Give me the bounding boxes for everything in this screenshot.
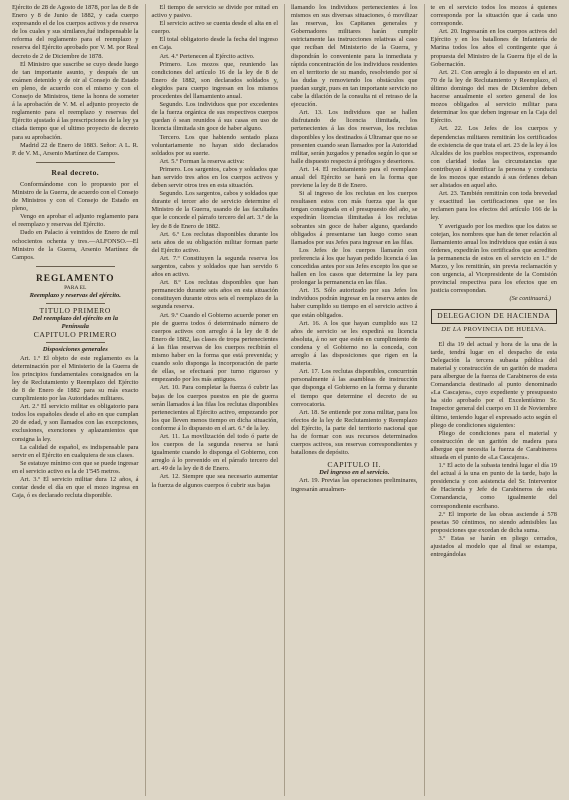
heading-delegacion-hacienda: DELEGACION DE HACIENDA	[431, 309, 558, 323]
article-paragraph: Art. 10. Para completar la fuerza ó cubrir las bajas de los cuerpos puestos en pie de guerra serán llamados á las filas los reclutas disponibles pertenecientes al Ejército activo, empezando por los que lleven menos tiempo en dicha situación, conforme á lo dispuesto en el art. 6.º de la ley.	[151, 384, 278, 432]
heading-provincia-de: DE LA	[441, 325, 462, 333]
article-paragraph: Art. 13. Los individuos que se hallen disfrutando de licencia ilimitada, los pertenecientes á las dos reservas, los reclutas disponibles y los destinados á Ultramar que no se presenten cuando sean llamados por la Autoridad militar, serán juzgados y penados según lo que se halle dispuesto respecto á prófugos y desertores.	[291, 109, 418, 165]
article-paragraph: Art. 12. Siempre que sea necesario aumentar la fuerza de algunos cuerpos ó cubrir sus bajas	[151, 473, 278, 489]
intro-signature: Madrid 22 de Enero de 1883. Señor: A L. R. P. de V. M., Arsenio Martínez de Campos.	[12, 141, 139, 157]
notice-paragraph: Pliego de condiciones para el material y construcción de un garitón de madera para albergue que necesita la fuerza de Carabineros situada en el punto de «La Cascajera».	[430, 429, 557, 461]
article-paragraph: Art. 2.º El servicio militar es obligatorio para todos los españoles desde el año en que cumplan 20 de edad, y son llamados con las excepciones, exclusiones, exenciones y aplazamientos que consigna la ley.	[12, 403, 139, 443]
article-paragraph: El servicio activo se cuenta desde el alta en el cuerpo.	[151, 20, 278, 36]
heading-reemplazo: Reemplazo y reservas del ejército.	[29, 292, 121, 299]
text-columns	[6, 4, 563, 796]
article-paragraph: Art. 18. Se entiende por zona militar, para los efectos de la ley de Reclutamiento y Reemplazo del Ejército, la parte del territorio nacional que ha de formar con sus recursos determinados cuerpos activos, sus reservas correspondientes y batallones de depósito.	[291, 408, 418, 457]
heading-para-el: PARA EL	[64, 284, 87, 291]
article-paragraph: Art. 20. Ingresarán en los cuerpos activos del Ejército y en los batallones de Infantería de Marina todos los años el contingente que á propuesta del Ministro de la Guerra fije el de la Gobernación.	[430, 28, 557, 68]
article-paragraph: Art. 7.º Constituyen la segunda reserva los sargentos, cabos y soldados que han servido 6 años en activo.	[151, 254, 278, 279]
column-4	[424, 4, 564, 796]
heading-titulo-primero: TITULO PRIMERO	[39, 306, 111, 316]
article-paragraph: Art. 11. La movilización del todo ó parte de los cuerpos de la segunda reserva se hará igualmente cuando lo disponga el Gobierno, con arreglo á lo prevenido en el párrafo tercero del art. 49 de la ley de 8 de Enero.	[151, 432, 278, 473]
article-paragraph: te en el servicio todos los mozos á quienes corresponda por la situación que á cada uno corresponde.	[430, 4, 557, 28]
article-paragraph: Art. 6.º Los reclutas disponibles durante los seis años de su obligación militar forman parte del Ejército activo.	[151, 230, 278, 254]
divider	[46, 342, 105, 343]
article-paragraph: El tiempo de servicio se divide por mitad en activo y pasivo.	[151, 4, 278, 20]
heading-capitulo-ii: CAPITULO II.	[327, 460, 382, 470]
heading-disposiciones: Disposiciones generales	[42, 346, 108, 354]
article-paragraph: Art. 1.º El objeto de este reglamento es la determinación por el Ministerio de la Guerra de los principios fundamentales consignados en la ley de Reclutamiento y Reemplazo del Ejército de 8 de Enero de 1882 para su más exacto cumplimiento por las Autoridades militares.	[12, 354, 139, 403]
article-paragraph: Art. 15. Sólo autorizado por sus Jefes los individuos podrán ingresar en la reserva antes de haber cumplido su tiempo en el servicio activo á que están obligados.	[291, 287, 418, 319]
article-paragraph: Art. 5.º Forman la reserva activa:	[159, 157, 245, 165]
condition-paragraph: 2.º El importe de las obras asciende á 578 pesetas 50 céntimos, no siendo admisibles las proposiciones que excedan de dicha suma.	[430, 510, 557, 534]
heading-del-ingreso: Del ingreso en el servicio.	[319, 469, 390, 477]
divider	[36, 162, 115, 163]
decree-paragraph: Dado en Palacio á veintidos de Enero de mil ochocientos ochenta y tres.—ALFONSO.—El Ministro de la Guerra, Arsenio Martínez de Campos.	[12, 229, 139, 261]
notice-paragraph: El dia 19 del actual y hora de la una de la tarde, tendrá lugar en el despacho de esta Delegación la tercera subasta pública del material y construcción de un garitón de madera para albergue de la fuerza de Carabineros de esta Comandancia destinado al punto denominado «La Cascajera», cuyo expediente y presupuesto ha sido aprobado por el Excelentísimo Sr. Inspector general del cuerpo en 11 de Noviembre último, teniendo lugar el expresado acto según el pliego de condiciones siguientes:	[430, 340, 557, 429]
heading-titulo-sub: Del reemplazo del ejército en la	[32, 315, 119, 323]
column-3	[284, 4, 424, 796]
column-1	[6, 4, 145, 796]
article-paragraph: Si al ingreso de los reclutas en los cuerpos resultasen estos con más fuerza que la que tengan consignada en el presupuesto del año, se expedirán licencias ilimitadas á los reclutas sobrantes sin goce de haber alguno, quedando obligados á presentarse tan luego como sean llamados por sus Jefes para ingresar en las filas.	[291, 190, 418, 246]
article-paragraph: Art. 22. Los Jefes de los cuerpos y dependencias militares remitirán los certificados de existencia de que trata el art. 23 de la ley á los Alcaldes de los pueblos respectivos, expresando con claridad todas las circunstancias que contribuyan á identificar la persona y conducta de los mozos que estando á sus órdenes deban ser alistados en aquel año.	[430, 125, 557, 190]
article-paragraph: Segundo. Los individuos que por excedentes de la fuerza orgánica de sus respectivos cuerpos quedan ó sean reunidos á sus casas en uso de licencia ilimitada sin goce de haber alguno.	[151, 101, 278, 133]
divider	[36, 266, 115, 267]
heading-reglamento: REGLAMENTO	[35, 273, 115, 284]
article-paragraph: Los Jefes de los cuerpos llamarán con preferencia á los que hayan pedido licencia ó las concedidas antes por sus Jefes excepto los que se hallen en los casos que determine la ley para prolongar la permanencia en las filas.	[291, 246, 418, 287]
article-paragraph: llamando los individuos pertenecientes á los mismos en sus diversas situaciones, ó movilizar las reservas, los Capitanes generales y Gobernadores militares harán cumplir estrictamente las instrucciones relativas al caso que reciban del Ministerio de la Guerra, y dispondrán lo conveniente para la inmediata y rápida concentración de los individuos residentes en el territorio de su mando, resolviendo por sí las dudas y removiendo los obstáculos que puedan surgir, pues en tan importante servicio no cabe la dilación de la consulta ni el retraso de la ejecución.	[291, 4, 418, 109]
article-paragraph: Primero. Los sargentos, cabos y soldados que han servido tres años en los cuerpos activos y deben servir otros tres en esta situación.	[151, 165, 278, 190]
se-continuara-note: (Se continuará.)	[509, 295, 551, 303]
intro-paragraph: El Ministro que suscribe se cuyo desde luego de tan importante asunto, y después de un exámen detenido y de oir al Consejo de Estado en pleno, de acuerdo con el mismo y con el Consejo de Ministros, tiene la honra de someter á la aprobación de V. M. el adjunto proyecto de reglamento para el reemplazo y reservas del Ejército ajustado á las prescripciones de la ley ya citada tiempo que el ultimo proyecto de decreto para su aprobación.	[12, 60, 139, 141]
section-heading-real-decreto: Real decreto.	[51, 167, 100, 177]
article-paragraph: Art. 19. Previas las operaciones preliminares, ingresarán anualmen-	[291, 477, 418, 493]
intro-paragraph: Ejército de 28 de Agosto de 1878, por las de 8 de Enero y 8 de Junio de 1882, y cada cuerpo expresando el de los cuerpos activos y de reserva de los cuales y sus similares,fué indispensable la reforma del reglamento para el reemplazo y reserva del Ejército aprobado por V. M. por Real decreto de 2 de Diciembre de 1878.	[12, 4, 139, 60]
article-paragraph: Art. 4.º Pertenecen al Ejército activo.	[159, 52, 255, 60]
article-paragraph: Se estatuye mínimo con que se puede ingresar en el servicio activo es la de 1'545 metros.	[12, 459, 139, 475]
condition-paragraph: 3.º Estas se harán en pliego cerrados, ajustados al modelo que al final se estampa, entregándolas	[430, 534, 557, 559]
article-paragraph: Art. 9.º Cuando el Gobierno acuerde poner en pie de guerra todos ó determinado número de cuerpos activos con arreglo á la ley de 8 de Enero de 1882, las clases de tropa pertenecientes á las filas reservas de los cuerpos recibirán el mismo haber en la forma que está prevenida; y cuando solo disponga la incorporación de parte de ellas, se efectuará por turno riguroso y empezando por los más antiguos.	[151, 311, 278, 384]
heading-provincia-name: PROVINCIA DE HUELVA.	[463, 325, 547, 333]
article-paragraph: Art. 3.º El servicio militar dura 12 años, á contar desde el día en que el mozo ingresa en Caja, ó es declarado recluta disponible.	[12, 475, 139, 500]
decree-paragraph: Vengo en aprobar el adjunto reglamento para el reemplazo y reservas del Ejército.	[12, 213, 139, 229]
article-paragraph: Art. 21. Con arreglo á lo dispuesto en el art. 70 de la ley de Reclutamiento y Reemplazo, el último domingo del mes de Diciembre deben hacerse anualmente el sorteo general de los mozos obligados al servicio militar para determinar los que deben ingresar en la Caja del Ejército.	[430, 68, 557, 125]
article-paragraph: Primero. Los mozos que, reuniendo las condiciones del artículo 16 de la ley de 8 de Enero de 1882, son declarados soldados y, elegidos para cuerpo ingresan en los mismos procedentes del llamamiento anual.	[151, 60, 278, 101]
article-paragraph: Segundo. Los sargentos, cabos y soldados que durante el tercer año de servicio determine el Ministro de la Guerra, usando de las facultades que le concede el párrafo tercero del art. 3.º de la ley de 8 de Enero de 1882.	[151, 190, 278, 230]
article-paragraph: Tercero. Los que habiendo sentado plaza voluntariamente no hayan sido declarados soldados por su suerte.	[151, 133, 278, 157]
article-paragraph: La calidad de español, es indispensable para servir en el Ejército en cualquiera de sus clases.	[12, 443, 139, 459]
column-2	[145, 4, 285, 796]
article-paragraph: Art. 17. Los reclutas disponibles, concurrirán personalmente á las asambleas de instrucción que disponga el Gobierno en la forma y durante el tiempo que determine el decreto de su convocatoria.	[291, 368, 418, 408]
article-paragraph: El total obligatorio desde la fecha del ingreso en Caja.	[151, 36, 278, 52]
heading-provincia	[431, 326, 558, 334]
article-paragraph: Y averiguado por los medios que los datos se cotejan, los nombres que han de tener relación al llamamiento anual los individuos que están á sus órdenes, expedirán los certificados que acrediten la permanencia de estos en el servicio en 1.º de Marzo, y los remitirán, sin previa reclamación y con urgencia, al Vicepresidente de la Comisión provincial respectiva para los efectos que en justicia correspondan.	[430, 222, 557, 295]
article-paragraph: Art. 8.º Los reclutas disponibles que han permanecido durante seis años en esta situación constituyen durante otros seis el reemplazo de la segunda reserva.	[151, 279, 278, 311]
divider	[465, 337, 524, 338]
decree-paragraph: Conformándome con lo propuesto por el Ministro de la Guerra, de acuerdo con el Consejo de Ministros y con el Consejo de Estado en pleno,	[12, 180, 139, 213]
article-paragraph: Art. 23. También remitirán con toda brevedad y exactitud las certificaciones que se les reclamen para los efectos del artículo 166 de la ley.	[430, 190, 557, 222]
article-paragraph: Art. 16. A los que hayan cumplido sus 12 años de servicio se les expedirá su licencia absoluta, á no ser que estén en cumplimiento de condena y el Gobierno no la conceda, con arreglo á las disposiciones que rigen en la materia.	[291, 319, 418, 368]
heading-capitulo-primero: CAPITULO PRIMERO	[33, 330, 117, 340]
article-paragraph: Art. 14. El reclutamiento para el reemplazo anual del Ejército se hará en la forma que previene la ley de 8 de Enero.	[291, 165, 418, 190]
divider	[46, 303, 105, 304]
condition-paragraph: 1.º El acto de la subasta tendrá lugar el día 19 del actual á la una en punto de la tarde, bajo la presidencia y con asistencia del Sr. Interventor de Hacienda y Jefe de Carabineros de esta Comandancia, como igualmente del correspondiente escribano.	[430, 462, 557, 510]
heading-titulo-sub: Península	[61, 323, 89, 331]
